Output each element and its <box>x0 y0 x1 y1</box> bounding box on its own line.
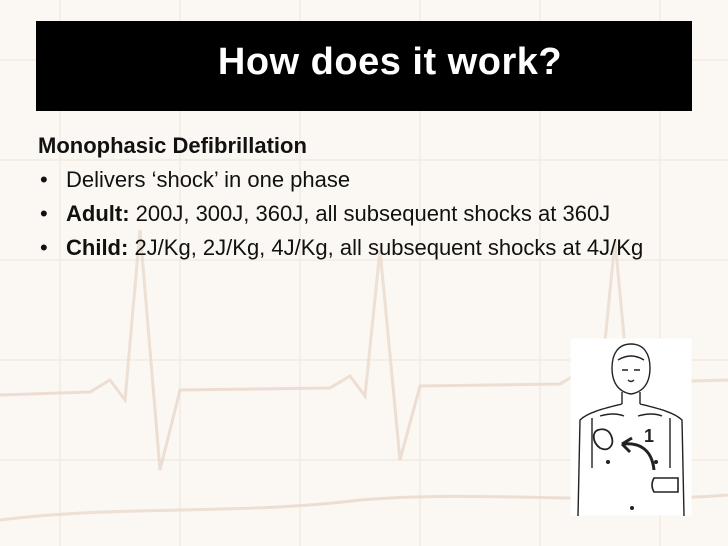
bullet-text: 2J/Kg, 2J/Kg, 4J/Kg, all subsequent shocks at 4J/Kg <box>128 235 644 260</box>
bullet-marker: • <box>40 235 48 260</box>
bullet-item <box>38 200 688 228</box>
bullet-label: Adult: <box>66 201 130 226</box>
bullet-marker: • <box>40 201 48 226</box>
slide-title: How does it work? <box>217 40 563 83</box>
bullet-list <box>38 166 688 262</box>
slide-content <box>38 132 688 268</box>
bullet-item <box>38 166 688 194</box>
title-bar <box>36 21 692 111</box>
bullet-text: 200J, 300J, 360J, all subsequent shocks at 360J <box>129 201 611 226</box>
torso-pad-placement-icon <box>570 338 692 516</box>
subheading: Monophasic Defibrillation <box>38 133 307 158</box>
bullet-text: Delivers ‘shock’ in one phase <box>66 167 351 192</box>
bullet-marker: • <box>40 167 48 192</box>
bullet-label: Child: <box>66 235 129 260</box>
bullet-item <box>38 234 688 262</box>
step-number: 1 <box>644 426 655 446</box>
